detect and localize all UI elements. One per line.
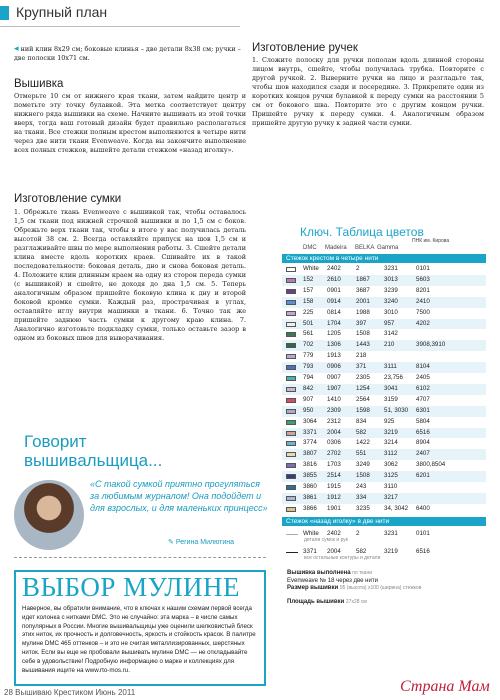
quote-author-wrap <box>168 538 234 546</box>
cell-mad: 0901 <box>327 286 341 294</box>
key-row <box>282 438 486 449</box>
cell-gamma: 210 <box>384 341 395 349</box>
section-title-vyshivka: Вышивка <box>14 78 64 90</box>
color-swatch <box>286 398 296 403</box>
cell-pnk: 2410 <box>416 297 430 305</box>
info-size-label: Размер вышивки <box>287 585 339 591</box>
cell-belka: 1422 <box>356 439 370 447</box>
cell-pnk: 2405 <box>416 374 430 381</box>
color-swatch <box>286 431 296 436</box>
color-swatch <box>286 376 296 381</box>
cell-dmc: 3774 <box>303 439 317 447</box>
cell-pnk: 6516 <box>416 548 430 555</box>
color-swatch <box>286 332 296 337</box>
key-row <box>282 384 486 395</box>
cell-mad: 1901 <box>327 504 341 512</box>
color-swatch <box>286 300 296 305</box>
cell-dmc: 152 <box>303 275 314 283</box>
backstitch-row <box>282 528 486 543</box>
quote-title-1: Говорит <box>24 432 87 451</box>
color-swatch <box>286 311 296 316</box>
cell-dmc: 3807 <box>303 450 317 458</box>
cell-pnk: 6102 <box>416 384 430 392</box>
cell-belka: 2 <box>356 265 360 272</box>
cell-mad: 2610 <box>327 275 341 283</box>
cell-pnk: 0101 <box>416 530 430 537</box>
cell-dmc: 950 <box>303 406 314 414</box>
key-row <box>282 286 486 297</box>
cell-pnk: 3908,3910 <box>416 341 446 349</box>
cell-dmc: 794 <box>303 374 314 381</box>
arrow-icon: ◂ <box>14 44 19 54</box>
cell-dmc: 3371 <box>303 428 317 436</box>
key-row <box>282 297 486 308</box>
color-swatch <box>286 420 296 425</box>
col-madeira: Madeira <box>325 245 347 251</box>
cell-mad: 0814 <box>327 308 341 316</box>
info-note-1: по ткани <box>352 570 373 576</box>
color-swatch <box>286 365 296 370</box>
cell-mad: 1703 <box>327 461 341 469</box>
cell-mad: 0306 <box>327 439 341 447</box>
info-size <box>287 585 421 591</box>
cell-gamma: 3239 <box>384 286 398 294</box>
cell-belka: 371 <box>356 363 367 371</box>
key-row <box>282 329 486 340</box>
cell-dmc: 3816 <box>303 461 317 469</box>
header-divider <box>0 26 240 27</box>
line-sample <box>286 534 298 535</box>
cell-gamma: 3240 <box>384 297 398 305</box>
cell-dmc: 907 <box>303 395 314 403</box>
color-swatch <box>286 474 296 479</box>
cell-pnk: 8104 <box>416 363 430 371</box>
color-swatch <box>286 267 296 272</box>
key-row <box>282 319 486 330</box>
color-swatch <box>286 289 296 294</box>
cell-mad: 2004 <box>327 548 341 555</box>
cell-gamma: 23,756 <box>384 374 403 381</box>
color-swatch <box>286 463 296 468</box>
cell-dmc: White <box>303 265 319 272</box>
key-title: Ключ. Таблица цветов <box>300 225 424 239</box>
key-row <box>282 449 486 460</box>
cell-gamma: 925 <box>384 417 395 425</box>
color-swatch <box>286 485 296 490</box>
cell-dmc: 793 <box>303 363 314 371</box>
divider <box>14 557 266 558</box>
cell-gamma: 3112 <box>384 450 398 458</box>
cell-belka: 334 <box>356 493 367 501</box>
section-text-vyshivka: Отмерьте 10 см от нижнего края ткани, затем найдите центр и пометьте эту точку булавкой. Эта метка соответствует центру нижнего ряда вышивки на схеме. Начните вышивать из этой точки вверх, тогда ваш готовый дизайн будет правильно располагаться на ткани. Все стежки полным крестом выполняются в четыре нити через две нити ткани Evenweave. Когда вы закончите выполнение всех полных стежков, вышейте детали стежком «назад иголку». <box>14 92 246 154</box>
col-belka: BELKA <box>355 245 375 251</box>
cell-pnk: 4707 <box>416 395 430 403</box>
cell-pnk: 2407 <box>416 450 430 458</box>
cell-pnk: 5804 <box>416 417 430 425</box>
cell-dmc: 3860 <box>303 483 317 490</box>
cell-gamma: 3062 <box>384 461 398 469</box>
header-accent <box>0 6 9 20</box>
col-gamma: Gamma <box>377 245 399 251</box>
cell-belka: 2 <box>356 530 360 537</box>
cell-belka: 3249 <box>356 461 370 469</box>
cell-pnk: 4202 <box>416 319 430 327</box>
key-row <box>282 406 486 417</box>
mouline-text: Наверное, вы обратили внимание, что в ключах к нашим схемам первой всегда идет колонка с нитками DMC. Это не случайно: эта марка – в числе самых популярных в России. Многие вышивальщицы уже оценили шелковистый блеск этих ниток, их прочность и долговечность, яркость и стойкость красок. В палитре мулине DMC 465 оттенков – и это не считая металлизированных, шерстяных ниток. Если вы еще не пробовали вышивать мулине DMC — не откладывайте себе в удовольствие! Подробную информацию о марке и коллекциях для вышивания ищите на www.rto-mos.ru. <box>22 605 256 674</box>
cell-gamma: 3010 <box>384 308 398 316</box>
info-label-1: Вышивка выполнена <box>287 570 351 576</box>
cell-pnk: 6516 <box>416 428 430 436</box>
key-row <box>282 351 486 362</box>
key-row <box>282 482 486 493</box>
cell-mad: 2402 <box>327 265 341 272</box>
info-line2: Evenweave № 18 через две нити <box>287 578 378 584</box>
footer: 28 Вышиваю Крестиком Июнь 2011 <box>4 688 136 697</box>
info-size-note: 95 (высота) x100 (ширина) стежков <box>339 585 422 591</box>
color-swatch <box>286 507 296 512</box>
cell-mad: 1912 <box>327 493 341 501</box>
quote-author: Регина Милютина <box>175 539 235 546</box>
backstitch-note: детали сумок и рук <box>304 537 348 543</box>
cell-mad: 1704 <box>327 319 341 327</box>
cell-dmc: 842 <box>303 384 314 392</box>
cell-pnk: 8201 <box>416 286 430 294</box>
cell-gamma: 3159 <box>384 395 398 403</box>
cell-belka: 582 <box>356 428 367 436</box>
cell-belka: 1508 <box>356 330 370 338</box>
info-area <box>287 599 367 605</box>
cell-gamma: 3219 <box>384 548 398 555</box>
cell-mad: 1915 <box>327 483 341 490</box>
key-row <box>282 308 486 319</box>
quote-text: «С такой сумкой приятно прогуляться за любимым журналом! Она подойдет и для взрослых, и для маленьких принцесс» <box>90 479 268 513</box>
cell-belka: 1443 <box>356 341 370 349</box>
cell-pnk: 7500 <box>416 308 430 316</box>
key-row <box>282 373 486 384</box>
cell-gamma: 3142 <box>384 330 398 338</box>
cell-mad: 2309 <box>327 406 341 414</box>
mouline-title: ВЫБОР МУЛИНЕ <box>22 572 241 602</box>
cell-pnk: 3800,8504 <box>416 461 446 469</box>
cell-mad: 2514 <box>327 472 341 480</box>
quote-title-2: вышивальщица... <box>24 451 163 470</box>
key-row <box>282 460 486 471</box>
cell-dmc: 779 <box>303 352 314 360</box>
cell-dmc: 225 <box>303 308 314 316</box>
cell-mad: 1907 <box>327 384 341 392</box>
cell-dmc: 3861 <box>303 493 317 501</box>
color-swatch <box>286 343 296 348</box>
line-sample <box>286 552 298 553</box>
pencil-icon: ✎ <box>168 539 174 546</box>
key-row <box>282 428 486 439</box>
cell-gamma: 3125 <box>384 472 398 480</box>
section-text-sumki: 1. Обрежьте ткань Evenweave с вышивкой так, чтобы оставалось 1,5 см ткани под нижней строчкой вышивки и по 1,5 см с боков. Обрежьте верх ткани так, чтобы в итоге у вас получилась деталь высотой 38 см. 2. Всегда оставляйте припуск на шов 1,5 см и разглаживайте швы по мере выполнения работы. 3. Сшейте детали клина вместе вдоль коротких краев. Сшивайте их в такой последовательности: боковая деталь, дно и снова боковая деталь. 4. Положите клин длинным краем на одну из сторон переда сумки (с вышивкой) и сшейте, не доходя до дна 1,5 см. 5. Теперь аналогичным образом пришейте боковую клина к дну и второй боковой кромке сумки. Каждый раз, прострачивая в углах, оставляйте иглу внутри машинки в ткани. 6. Точно так же пришейте заднюю часть сумки к другому краю клина. 7. Аналогично изготовьте подкладку сумки, только оставьте зазор в одном из боковых швов для выворачивания. <box>14 208 246 342</box>
cell-dmc: 3855 <box>303 472 317 480</box>
cell-dmc: 3064 <box>303 417 317 425</box>
watermark-logo: Страна Мам <box>400 678 490 695</box>
cell-mad: 0907 <box>327 374 341 381</box>
cell-gamma: 3111 <box>384 363 397 371</box>
key-row <box>282 417 486 428</box>
cell-pnk: 5603 <box>416 275 430 283</box>
band-backstitch: Стежок «назад иголку» в две нити <box>282 517 486 526</box>
key-row <box>282 362 486 373</box>
key-row <box>282 264 486 275</box>
cell-belka: 834 <box>356 417 367 425</box>
cell-mad: 1205 <box>327 330 341 338</box>
key-row <box>282 504 486 515</box>
key-row <box>282 395 486 406</box>
key-row <box>282 471 486 482</box>
cell-gamma: 51, 3030 <box>384 406 409 414</box>
band-full-stitch: Стежок крестом в четыре нити <box>282 254 486 263</box>
cell-dmc: 3866 <box>303 504 317 512</box>
cell-pnk: 6301 <box>416 406 430 414</box>
key-row <box>282 340 486 351</box>
cell-dmc: 157 <box>303 286 314 294</box>
intro-body: ний клин 8х29 см; боковые клинья – две детали 8х38 см; ручки – две полоски 10х71 см. <box>14 45 241 62</box>
color-swatch <box>286 441 296 446</box>
cell-mad: 1410 <box>327 395 341 403</box>
cell-mad: 2004 <box>327 428 341 436</box>
section-title-sumki: Изготовление сумки <box>14 193 122 205</box>
cell-belka: 397 <box>356 319 367 327</box>
color-swatch <box>286 452 296 457</box>
page-section-title: Крупный план <box>16 4 108 20</box>
cell-gamma: 957 <box>384 319 395 327</box>
info-area-label: Площадь вышивки <box>287 599 345 605</box>
color-swatch <box>286 496 296 501</box>
cell-pnk: 6400 <box>416 504 430 512</box>
color-swatch <box>286 387 296 392</box>
cell-dmc: White <box>303 530 319 537</box>
cell-gamma: 3219 <box>384 428 398 436</box>
cell-dmc: 561 <box>303 330 314 338</box>
cell-belka: 1254 <box>356 384 370 392</box>
cell-belka: 1867 <box>356 275 370 283</box>
col-pnk: ПНК им. Кирова <box>412 238 450 244</box>
cell-mad: 0914 <box>327 297 341 305</box>
cell-gamma: 3214 <box>384 439 398 447</box>
cell-belka: 2564 <box>356 395 370 403</box>
avatar <box>14 480 84 550</box>
cell-pnk: 8904 <box>416 439 430 447</box>
cell-belka: 1508 <box>356 472 370 480</box>
color-swatch <box>286 278 296 283</box>
cell-belka: 1598 <box>356 406 370 414</box>
cell-dmc: 702 <box>303 341 314 349</box>
cell-pnk: 6201 <box>416 472 430 480</box>
cell-belka: 218 <box>356 352 367 360</box>
cell-dmc: 501 <box>303 319 314 327</box>
cell-dmc: 3371 <box>303 548 317 555</box>
backstitch-note: все остальные контуры и детали <box>304 555 381 561</box>
cell-belka: 2305 <box>356 374 370 381</box>
info-area-note: 27x28 см <box>345 599 367 605</box>
key-row <box>282 493 486 504</box>
cell-mad: 2312 <box>327 417 341 425</box>
cell-belka: 1988 <box>356 308 370 316</box>
key-row <box>282 275 486 286</box>
section-title-ruchek: Изготовление ручек <box>252 42 358 54</box>
cell-belka: 551 <box>356 450 367 458</box>
intro-text <box>14 45 244 63</box>
cell-gamma: 3041 <box>384 384 398 392</box>
cell-belka: 243 <box>356 483 367 490</box>
cell-gamma: 3217 <box>384 493 398 501</box>
cell-mad: 1913 <box>327 352 341 360</box>
color-swatch <box>286 354 296 359</box>
cell-belka: 582 <box>356 548 367 555</box>
cell-gamma: 3110 <box>384 483 398 490</box>
col-dmc: DMC <box>303 245 317 251</box>
cell-dmc: 158 <box>303 297 314 305</box>
cell-mad: 2702 <box>327 450 341 458</box>
color-swatch <box>286 409 296 414</box>
cell-gamma: 3231 <box>384 530 398 537</box>
cell-mad: 2402 <box>327 530 341 537</box>
cell-pnk: 0101 <box>416 265 430 272</box>
cell-gamma: 34, 3042 <box>384 504 409 512</box>
cell-gamma: 3013 <box>384 275 398 283</box>
cell-belka: 2001 <box>356 297 370 305</box>
cell-mad: 1306 <box>327 341 341 349</box>
cell-belka: 3687 <box>356 286 370 294</box>
cell-mad: 0906 <box>327 363 341 371</box>
cell-gamma: 3231 <box>384 265 398 272</box>
info-line1 <box>287 570 372 576</box>
section-text-ruchek: 1. Сложите полоску для ручки пополам вдоль длинной стороны лицом внутрь, сшейте, чтобы получилась трубка. Повторите с другой ручкой. 2. Выверните ручки на лицо и разгладьте так, чтобы шов находился сзади и посередине. 3. Прикрепите один из коротких концов ручки булавкой к переду сумки на расстоянии 5 см от бокового шва. Повторите это с другим концом ручки. Пришейте ручку к переду сумки. 4. Аналогичным образом пришейте другую ручку к задней части сумки. <box>252 56 484 127</box>
backstitch-row <box>282 546 486 561</box>
cell-belka: 3235 <box>356 504 370 512</box>
color-swatch <box>286 322 296 327</box>
